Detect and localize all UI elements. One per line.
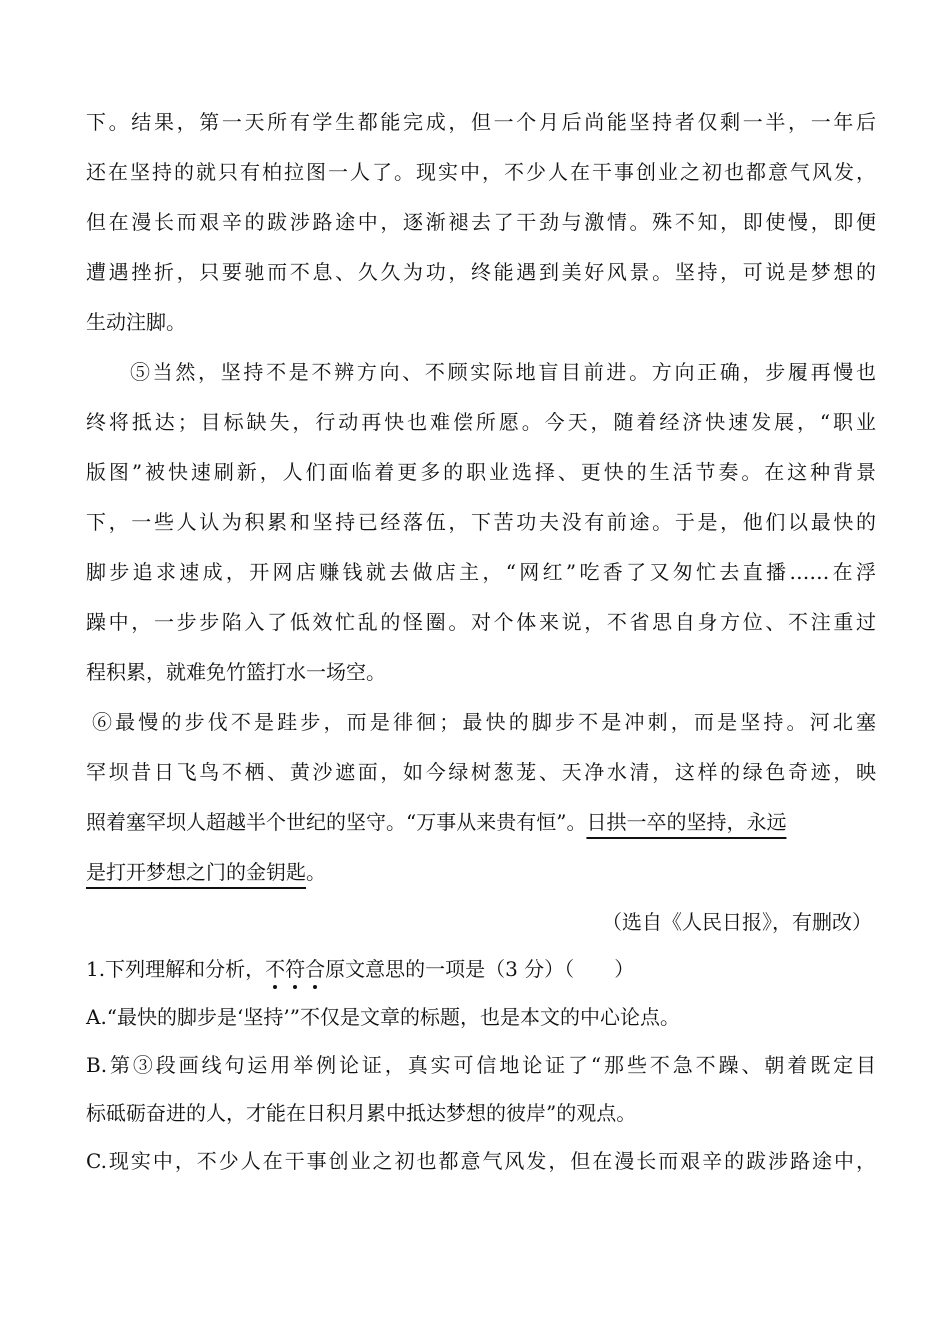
source-citation: （选自《人民日报》，有删改） [602, 910, 872, 934]
option-a: A.“最快的脚步是‘坚持’”不仅是文章的标题，也是本文的中心论点。 [86, 1005, 680, 1029]
question-stem [86, 945, 876, 993]
text-line: ⑥最慢的步伐不是跬步，而是徘徊；最快的脚步不是冲刺，而是坚持。河北塞 [92, 710, 876, 734]
text-segment: 照着塞罕坝人超越半个世纪的坚守。“万事从来贵有恒”。 [86, 810, 587, 834]
text-line [86, 847, 876, 897]
text-line: 版图”被快速刷新，人们面临着更多的职业选择、更快的生活节奏。在这种背景 [86, 460, 876, 484]
option-b-continued: 标砥砺奋进的人，才能在日积月累中抵达梦想的彼岸”的观点。 [86, 1101, 637, 1125]
text-line [86, 797, 876, 847]
text-line: 终将抵达；目标缺失，行动再快也难偿所愿。今天，随着经济快速发展，“职业 [86, 410, 876, 434]
paragraph-4 [86, 97, 876, 347]
text-line: 脚步追求速成，开网店赚钱就去做店主，“网红”吃香了又匆忙去直播……在浮 [86, 560, 876, 584]
option-c: C.现实中，不少人在干事创业之初也都意气风发，但在漫长而艰辛的跋涉路途中， [86, 1149, 876, 1173]
text-line: 罕坝昔日飞鸟不栖、黄沙遮面，如今绿树葱茏、天净水清，这样的绿色奇迹，映 [86, 760, 876, 784]
text-line: 但在漫长而艰辛的跋涉路途中，逐渐褪去了干劲与激情。殊不知，即使慢，即便 [86, 210, 876, 234]
question-1 [86, 945, 876, 1185]
text-segment: 。 [306, 860, 326, 884]
text-line: 下，一些人认为积累和坚持已经落伍，下苦功夫没有前途。于是，他们以最快的 [86, 510, 876, 534]
text-line: 躁中，一步步陷入了低效忙乱的怪圈。对个体来说，不省思自身方位、不注重过 [86, 610, 876, 634]
stem-text: 1.下列理解和分析， [86, 957, 266, 981]
option-b: B.第③段画线句运用举例论证，真实可信地论证了“那些不急不躁、朝着既定目 [86, 1053, 876, 1077]
text-line: 遭遇挫折，只要驰而不息、久久为功，终能遇到美好风景。坚持，可说是梦想的 [86, 260, 876, 284]
emphasis-dotted [265, 945, 325, 993]
stem-text: ） [614, 957, 635, 981]
text-line: 下。结果，第一天所有学生都能完成，但一个月后尚能坚持者仅剩一半，一年后 [86, 110, 876, 134]
text-line: ⑤当然，坚持不是不辨方向、不顾实际地盲目前进。方向正确，步履再慢也 [130, 360, 876, 384]
stem-text: 原文意思的一项是（3 分）（ [325, 957, 575, 981]
emphasis-dots [265, 985, 325, 991]
text-line: 生动注脚。 [86, 310, 186, 334]
text-line: 还在坚持的就只有柏拉图一人了。现实中，不少人在干事创业之初也都意气风发， [86, 160, 876, 184]
text-line: 程积累，就难免竹篮打水一场空。 [86, 660, 386, 684]
paragraph-6 [86, 697, 876, 897]
underlined-sentence: 是打开梦想之门的金钥匙 [86, 860, 306, 884]
paragraph-5 [86, 347, 876, 697]
document-page [86, 97, 876, 1185]
emphasis-text: 不符合 [265, 957, 326, 981]
underlined-sentence: 日拱一卒的坚持，永远 [586, 810, 787, 834]
